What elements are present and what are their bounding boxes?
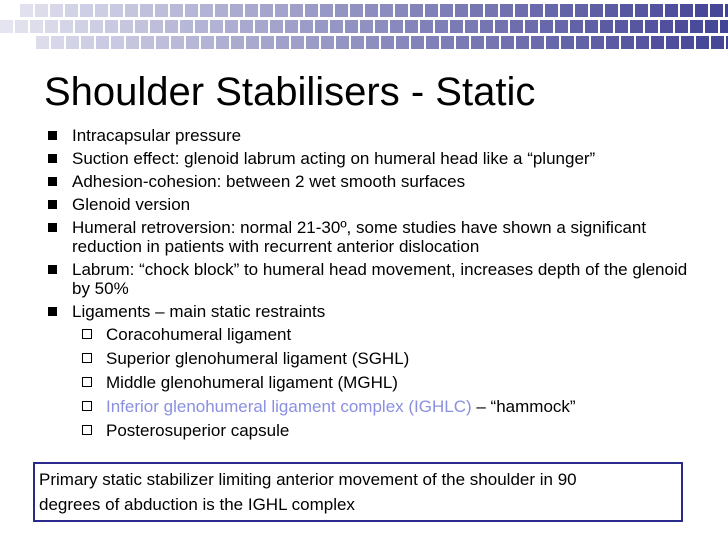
banner-cell	[150, 20, 163, 33]
sub-bullet-item: Coracohumeral ligament	[46, 325, 706, 344]
sub-bullet-item: Middle glenohumeral ligament (MGHL)	[46, 373, 706, 392]
banner-cell	[345, 20, 358, 33]
banner-cell	[306, 36, 319, 49]
banner-cell	[170, 4, 183, 17]
banner-cell	[405, 20, 418, 33]
square-bullet-icon	[48, 200, 57, 209]
banner-cell	[510, 20, 523, 33]
banner-cell	[270, 20, 283, 33]
banner-cell	[666, 36, 679, 49]
banner-cell	[81, 36, 94, 49]
banner-cell	[185, 4, 198, 17]
banner-cell	[291, 36, 304, 49]
banner-cell	[540, 20, 553, 33]
banner-cell	[321, 36, 334, 49]
banner-cell	[665, 4, 678, 17]
banner-cell	[396, 36, 409, 49]
banner-cell	[110, 4, 123, 17]
banner-cell	[720, 20, 728, 33]
banner-cell	[390, 20, 403, 33]
banner-cell	[675, 20, 688, 33]
banner-cell	[380, 4, 393, 17]
callout-box	[33, 462, 683, 522]
banner-cell	[650, 4, 663, 17]
banner-cell	[51, 36, 64, 49]
banner-cell	[480, 20, 493, 33]
square-bullet-icon	[48, 154, 57, 163]
banner-cell	[50, 4, 63, 17]
banner-cell	[375, 20, 388, 33]
hollow-square-bullet-icon	[82, 377, 92, 387]
banner-cell	[570, 20, 583, 33]
banner-cell	[695, 4, 708, 17]
banner-cell	[216, 36, 229, 49]
banner-cell	[45, 20, 58, 33]
square-bullet-icon	[48, 177, 57, 186]
banner-cell	[36, 36, 49, 49]
banner-cell	[450, 20, 463, 33]
banner-cell	[30, 20, 43, 33]
banner-cell	[215, 4, 228, 17]
banner-cell	[275, 4, 288, 17]
banner-cell	[411, 36, 424, 49]
banner-cell	[591, 36, 604, 49]
bullet-item: Adhesion-cohesion: between 2 wet smooth surfaces	[46, 172, 706, 191]
banner-cell	[561, 36, 574, 49]
banner-cell	[255, 20, 268, 33]
bullet-item: Labrum: “chock block” to humeral head movement, increases depth of the glenoid by 50%	[46, 260, 706, 298]
callout-line: Primary static stabilizer limiting anterior movement of the shoulder in 90	[39, 470, 577, 489]
ighlc-link[interactable]: Inferior glenohumeral ligament complex (IGHLC)	[106, 397, 472, 416]
banner-cell	[555, 20, 568, 33]
banner-cell	[366, 36, 379, 49]
banner-cell	[231, 36, 244, 49]
slide-title: Shoulder Stabilisers - Static	[44, 70, 536, 114]
banner-cell	[465, 20, 478, 33]
banner-cell	[605, 4, 618, 17]
banner-cell	[585, 20, 598, 33]
banner-cell	[690, 20, 703, 33]
banner-cell	[155, 4, 168, 17]
banner-cell	[660, 20, 673, 33]
bullet-item: Humeral retroversion: normal 21-30º, some studies have shown a significant reduction in patients with recurrent anterior dislocation	[46, 218, 706, 256]
banner-cell	[426, 36, 439, 49]
banner-cell	[246, 36, 259, 49]
banner-cell	[66, 36, 79, 49]
banner-cell	[96, 36, 109, 49]
banner-cell	[710, 4, 723, 17]
banner-cell	[365, 4, 378, 17]
banner-cell	[315, 20, 328, 33]
banner-cell	[680, 4, 693, 17]
banner-cell	[500, 4, 513, 17]
banner-cell	[15, 20, 28, 33]
banner-cell	[470, 4, 483, 17]
banner-cell	[635, 4, 648, 17]
banner-cell	[645, 20, 658, 33]
banner-cell	[606, 36, 619, 49]
banner-cell	[681, 36, 694, 49]
banner-cell	[410, 4, 423, 17]
hollow-square-bullet-icon	[82, 329, 92, 339]
banner-cell	[60, 20, 73, 33]
banner-cell	[531, 36, 544, 49]
banner-cell	[80, 4, 93, 17]
banner-cell	[230, 4, 243, 17]
callout-line: degrees of abduction is the IGHL complex	[39, 495, 355, 514]
banner-cell	[440, 4, 453, 17]
banner-cell	[240, 20, 253, 33]
banner-cell	[420, 20, 433, 33]
banner-cell	[125, 4, 138, 17]
banner-cell	[455, 4, 468, 17]
hollow-square-bullet-icon	[82, 353, 92, 363]
square-bullet-icon	[48, 265, 57, 274]
banner-cell	[195, 20, 208, 33]
banner-cell	[35, 4, 48, 17]
banner-cell	[351, 36, 364, 49]
banner-cell	[305, 4, 318, 17]
banner-cell	[425, 4, 438, 17]
banner-cell	[300, 20, 313, 33]
banner-cell	[600, 20, 613, 33]
banner-cell	[381, 36, 394, 49]
banner-cell	[105, 20, 118, 33]
sub-bullet-item: Inferior glenohumeral ligament complex (IGHLC) – “hammock”	[46, 397, 706, 416]
banner-cell	[141, 36, 154, 49]
banner-cell	[290, 4, 303, 17]
banner-cell	[395, 4, 408, 17]
banner-cell	[630, 20, 643, 33]
banner-cell	[525, 20, 538, 33]
banner-cell	[545, 4, 558, 17]
banner-cell	[471, 36, 484, 49]
banner-cell	[90, 20, 103, 33]
banner-cell	[171, 36, 184, 49]
banner-cell	[530, 4, 543, 17]
banner-cell	[0, 20, 13, 33]
sub-bullet-item: Superior glenohumeral ligament (SGHL)	[46, 349, 706, 368]
hollow-square-bullet-icon	[82, 401, 92, 411]
bullet-item: Ligaments – main static restraints	[46, 302, 706, 321]
banner-cell	[441, 36, 454, 49]
banner-cell	[225, 20, 238, 33]
hollow-square-bullet-icon	[82, 425, 92, 435]
banner-cell	[705, 20, 718, 33]
square-bullet-icon	[48, 223, 57, 232]
banner-cell	[575, 4, 588, 17]
banner-cell	[261, 36, 274, 49]
banner-cell	[515, 4, 528, 17]
banner-cell	[210, 20, 223, 33]
banner-cell	[350, 4, 363, 17]
decorative-banner	[0, 0, 728, 56]
banner-cell	[360, 20, 373, 33]
bullet-item: Glenoid version	[46, 195, 706, 214]
banner-cell	[95, 4, 108, 17]
banner-cell	[456, 36, 469, 49]
banner-cell	[120, 20, 133, 33]
banner-cell	[516, 36, 529, 49]
banner-cell	[75, 20, 88, 33]
banner-cell	[165, 20, 178, 33]
banner-cell	[696, 36, 709, 49]
banner-cell	[651, 36, 664, 49]
banner-cell	[245, 4, 258, 17]
banner-cell	[435, 20, 448, 33]
banner-cell	[320, 4, 333, 17]
banner-cell	[615, 20, 628, 33]
banner-cell	[140, 4, 153, 17]
banner-cell	[20, 4, 33, 17]
banner-cell	[186, 36, 199, 49]
banner-cell	[486, 36, 499, 49]
banner-cell	[276, 36, 289, 49]
banner-cell	[590, 4, 603, 17]
sub-bullet-item: Posterosuperior capsule	[46, 421, 706, 440]
banner-cell	[576, 36, 589, 49]
banner-cell	[560, 4, 573, 17]
banner-cell	[126, 36, 139, 49]
banner-cell	[201, 36, 214, 49]
banner-cell	[336, 36, 349, 49]
banner-cell	[135, 20, 148, 33]
banner-cell	[180, 20, 193, 33]
banner-cell	[501, 36, 514, 49]
banner-cell	[621, 36, 634, 49]
banner-cell	[636, 36, 649, 49]
banner-cell	[111, 36, 124, 49]
banner-cell	[495, 20, 508, 33]
banner-cell	[330, 20, 343, 33]
bullet-item: Suction effect: glenoid labrum acting on humeral head like a “plunger”	[46, 149, 706, 168]
bullet-list	[46, 126, 706, 445]
bullet-item: Intracapsular pressure	[46, 126, 706, 145]
banner-cell	[285, 20, 298, 33]
banner-cell	[620, 4, 633, 17]
banner-cell	[485, 4, 498, 17]
banner-cell	[335, 4, 348, 17]
square-bullet-icon	[48, 131, 57, 140]
banner-cell	[260, 4, 273, 17]
banner-cell	[65, 4, 78, 17]
banner-cell	[546, 36, 559, 49]
banner-cell	[156, 36, 169, 49]
banner-cell	[200, 4, 213, 17]
banner-cell	[711, 36, 724, 49]
square-bullet-icon	[48, 307, 57, 316]
